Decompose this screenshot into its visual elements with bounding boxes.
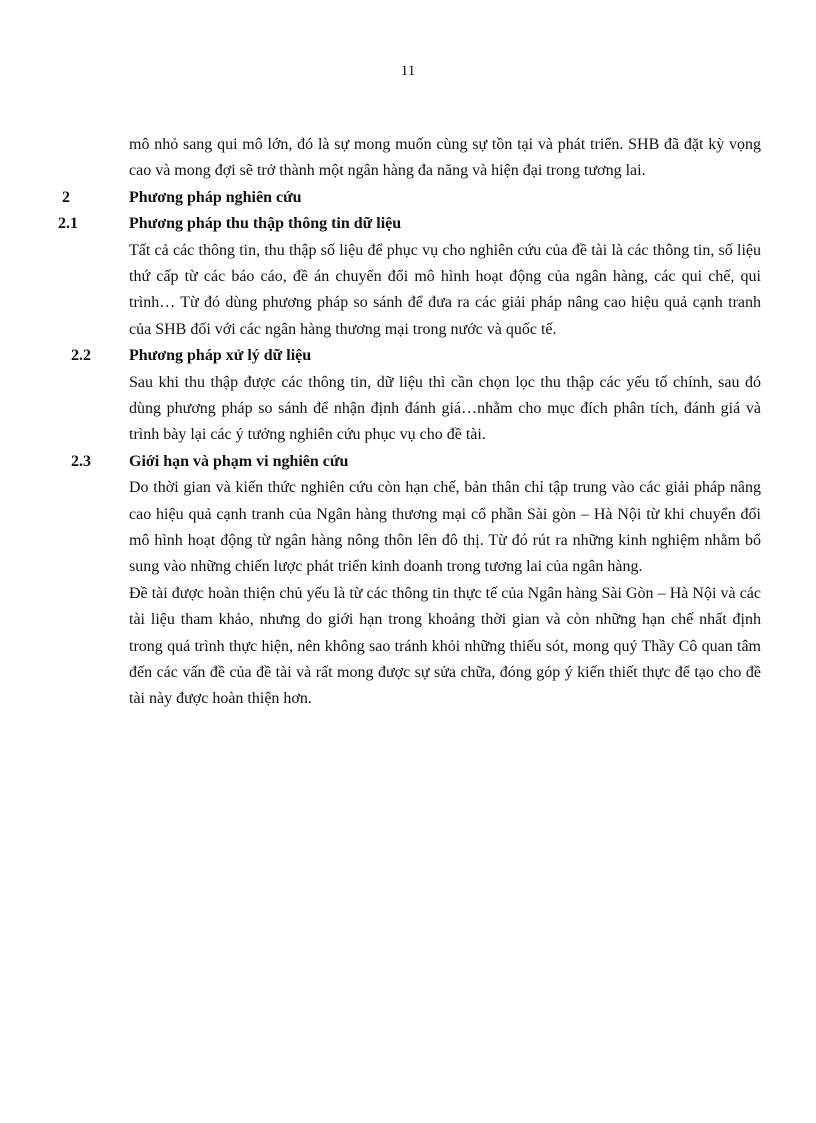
paragraph-intro-continued: mô nhỏ sang qui mô lớn, đó là sự mong muốn cùng sự tồn tại và phát triển. SHB đã đặt kỳ vọng cao và mong đợi sẽ trở thành một ngân hàng đa năng và hiện đại trong tương lai. (129, 136, 761, 180)
section-heading-2 (62, 185, 761, 211)
paragraph-conclusion: Đề tài được hoàn thiện chủ yếu là từ các thông tin thực tế của Ngân hàng Sài Gòn – Hà Nội và các tài liệu tham khảo, nhưng do giới hạn trong khoảng thời gian và còn những hạn chế nhất định trong quá trình thực hiện, nên không sao tránh khỏi những thiếu sót, mong quý Thầy Cô quan tâm đến các vấn đề của đề tài và rất mong được sự sửa chữa, đóng góp ý kiến thiết thực để tạo cho đề tài này được hoàn thiện hơn. (129, 584, 761, 708)
section-number: 2.1 (58, 215, 78, 233)
section-title: Giới hạn và phạm vi nghiên cứu (129, 452, 349, 470)
section-heading-2-2 (71, 343, 761, 369)
section-title: Phương pháp thu thập thông tin dữ liệu (129, 215, 402, 233)
paragraph-data-collection: Tất cả các thông tin, thu thập số liệu để phục vụ cho nghiên cứu của đề tài là các thông tin, số liệu thứ cấp từ các báo cáo, đề án chuyển đổi mô hình hoạt động của ngân hàng, các qui chế, qui trình… Từ đó dùng phương pháp so sánh để đưa ra các giải pháp nâng cao hiệu quả cạnh tranh của SHB đối với các ngân hàng thương mại trong nước và quốc tế. (129, 241, 761, 338)
section-number: 2 (62, 188, 70, 206)
section-heading-2-1 (58, 211, 761, 237)
paragraph-scope-limits: Do thời gian và kiến thức nghiên cứu còn hạn chế, bản thân chỉ tập trung vào các giải pháp nâng cao hiệu quả cạnh tranh của Ngân hàng thương mại cổ phần Sài gòn – Hà Nội từ khi chuyển đổi mô hình hoạt động từ ngân hàng nông thôn lên đô thị. Từ đó rút ra những kinh nghiệm nhằm bổ sung vào những chiến lược phát triển kinh doanh trong tương lai của ngân hàng. (129, 479, 761, 576)
section-number: 2.2 (71, 347, 91, 365)
page-number: 11 (400, 63, 416, 79)
section-title: Phương pháp nghiên cứu (129, 188, 302, 206)
section-heading-2-3 (71, 449, 761, 475)
document-body (58, 132, 761, 713)
section-title: Phương pháp xử lý dữ liệu (129, 347, 312, 365)
paragraph-data-processing: Sau khi thu thập được các thông tin, dữ liệu thì cần chọn lọc thu thập các yếu tố chính, sau đó dùng phương pháp so sánh để nhận định đánh giá…nhằm cho mục đích phân tích, đánh giá và trình bày lại các ý tưởng nghiên cứu phục vụ cho đề tài. (129, 373, 761, 444)
section-number: 2.3 (71, 452, 91, 470)
